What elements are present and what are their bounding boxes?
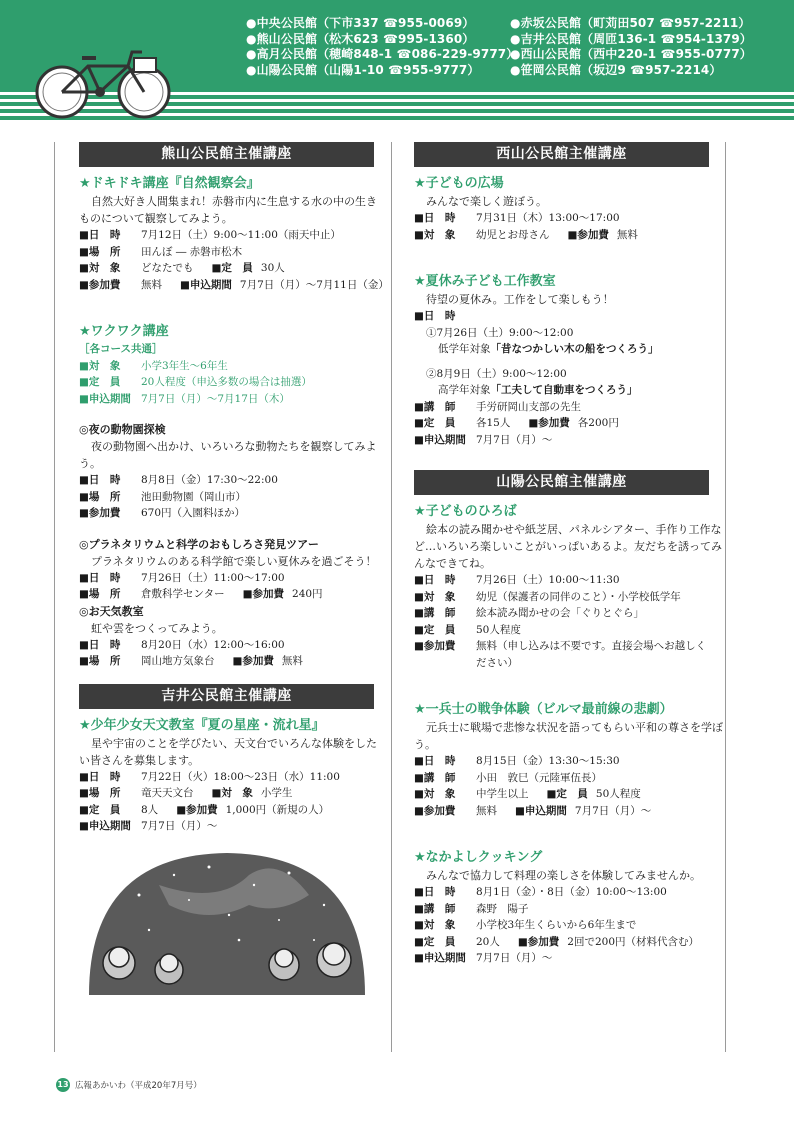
info-row: ■定 員 50人程度 [414,623,521,636]
section-title-kumayama: 熊山公民館主催講座 [79,142,374,167]
page-footer [56,1077,202,1093]
info-row: ■日 時 7月26日（土）11:00～17:00 [79,571,285,584]
course-heading: ★子どもの広場 [414,176,504,191]
info-row: ■日 時 8月15日（金）13:30～15:30 [414,755,620,767]
info-row: ■対 象 どなたでも ■定 員 30人 [79,262,285,274]
section-title-yoshii: 吉井公民館主催講座 [79,684,374,709]
course-desc: みんなで協力して料理の楽しさを体験してみませんか。 [426,869,701,882]
publication-name: 広報あかいわ（平成20年7月号） [75,1081,202,1091]
info-row: ■申込期間 7月7日（月）～ [79,820,218,832]
info-row: ■場 所 竜天天文台 ■対 象 小学生 [79,787,293,799]
course-heading: ★ワクワク講座 [79,324,169,339]
section-title-sanyo: 山陽公民館主催講座 [414,470,709,495]
info-row: ■日 時 [414,310,456,322]
info-row: ■場 所 岡山地方気象台 ■参加費 無料 [79,655,303,667]
contact-item: ●笹岡公民館（坂辺9 ☎957-2214） [510,62,722,77]
right-column [391,142,726,1052]
course-heading: ★なかよしクッキング [414,850,543,865]
info-row: ■申込期間 7月7日（月）～ [414,433,553,446]
info-row: ■対 象 幼児とお母さん ■参加費 無料 [414,228,638,241]
course-desc: プラネタリウムのある科学館で楽しい夏休みを過ごそう！ [91,554,377,568]
course-heading: ★一兵士の戦争体験（ビルマ最前線の悲劇） [414,702,673,717]
page-number: 13 [56,1078,70,1092]
info-row: ■定 員 20人 ■参加費 2回で200円（材料代含む） [414,935,700,948]
stargazing-illustration [79,845,375,995]
contact-item: ●山陽公民館（山陽1-10 ☎955-9777） [246,62,480,77]
session-detail: 高学年対象「工夫して自動車をつくろう」 [438,384,638,396]
contact-item: ●吉井公民館（周匝136-1 ☎954-1379） [510,31,752,46]
info-row: ■日 時 7月22日（火）18:00～23日（水）11:00 [79,770,340,783]
course-heading: ★少年少女天文教室『夏の星座・流れ星』 [79,717,325,733]
course-desc: みんなで楽しく遊ぼう。 [426,195,547,208]
left-column [54,142,389,1052]
course-desc: 自然大好き人間集まれ！赤磐市内に生息する水の中の生きものについて観察してみよう。 [79,195,377,225]
contact-item: ●赤坂公民館（町苅田507 ☎957-2211） [510,16,751,30]
info-row: ■参加費 670円（入園料ほか） [79,507,246,519]
course-desc: 待望の夏休み。工作をして楽しもう！ [426,293,614,306]
info-row: ■講 師 森野 陽子 [414,902,529,915]
section-title-nishiyama: 西山公民館主催講座 [414,142,709,167]
contact-item: ●中央公民館（下市337 ☎955-0069） [246,16,475,30]
sub-course-title: ◎夜の動物園探検 [79,423,166,436]
contacts-right [510,16,752,78]
course-desc: 夜の動物園へ出かけ、いろいろな動物たちを観察してみよう。 [79,440,377,470]
info-row: ■参加費 無料 ■申込期間 7月7日（月）～ [414,804,652,817]
info-row: ■日 時 8月1日（金）・8日（金）10:00～13:00 [414,886,667,898]
session-date: ②8月9日（土）9:00～12:00 [426,367,567,380]
info-row: ■日 時 8月8日（金）17:30～22:00 [79,474,278,486]
info-row: ■定 員 8人 ■参加費 1,000円（新規の人） [79,803,330,816]
contact-item: ●高月公民館（穂崎848-1 ☎086-229-9777） [246,47,519,62]
info-row: ■申込期間 7月7日（月）～ [414,952,553,964]
contacts-left [246,16,518,78]
info-row: ■申込期間 7月7日（月）～7月17日（木） [79,392,290,405]
info-row: ■講 師 絵本読み聞かせの会「ぐりとぐら」 [414,607,644,619]
info-row: ■対 象 幼児（保護者の同伴のこと）・小学校低学年 [414,590,681,603]
sub-course-title: ◎お天気教室 [79,604,144,618]
info-row: ■対 象 小学校3年生くらいから6年生まで [414,919,637,931]
info-row: ■日 時 8月20日（水）12:00～16:00 [79,638,285,651]
info-row: ■定 員 各15人 ■参加費 各200円 [414,417,619,429]
info-row: ■場 所 池田動物園（岡山市） [79,490,246,503]
info-row: ■日 時 7月12日（土）9:00～11:00（雨天中止） [79,229,341,241]
info-row: ■日 時 7月31日（木）13:00～17:00 [414,212,620,224]
course-desc: 星や宇宙のことを学びたい、天文台でいろんな体験をしたい皆さんを募集します。 [79,736,377,767]
sub-course-title: ◎プラネタリウムと科学のおもしろさ発見ツアー [79,537,319,551]
bicycle-icon [30,44,180,120]
info-row: ■参加費 無料 ■申込期間 7月7日（月）～7月11日（金） [79,278,389,291]
info-row: ■講 師 小田 敦巳（元陸軍伍長） [414,771,602,784]
info-row: ■対 象 中学生以上 ■定 員 50人程度 [414,788,641,800]
course-desc: 虹や雲をつくってみよう。 [91,621,223,635]
course-desc: 元兵士に戦場で悲惨な状況を語ってもらい平和の尊さを学ぼう。 [414,721,723,751]
common-label: ［各コース共通］ [79,343,163,355]
page-header [0,0,794,128]
info-row: ■定 員 20人程度（申込多数の場合は抽選） [79,376,312,388]
contact-item: ●熊山公民館（松木623 ☎995-1360） [246,31,475,46]
session-detail: 低学年対象「昔なつかしい木の船をつくろう」 [438,343,659,355]
course-heading: ★ドキドキ講座『自然観察会』 [79,176,260,191]
course-heading: ★夏休み子ども工作教室 [414,274,556,289]
session-date: ①7月26日（土）9:00～12:00 [426,326,574,339]
course-heading: ★子どものひろば [414,504,517,519]
info-row: ■日 時 7月26日（土）10:00～11:30 [414,574,620,586]
info-row: ■参加費 無料（申し込みは不要です。直接会場へお越しください） [414,640,707,669]
info-row: ■場 所 倉敷科学センター ■参加費 240円 [79,588,323,600]
info-row: ■場 所 田んぼ ― 赤磐市松木 [79,245,243,258]
course-desc: 絵本の読み聞かせや紙芝居、パネルシアター、手作り工作など…いろいろ楽しいことがいっぱいあるよ。友だちを誘ってみんなできてね。 [414,523,722,570]
info-row: ■講 師 手労研岡山支部の先生 [414,400,581,413]
contact-item: ●西山公民館（西中220-1 ☎955-0777） [510,47,752,62]
info-row: ■対 象 小学3年生～6年生 [79,359,228,372]
